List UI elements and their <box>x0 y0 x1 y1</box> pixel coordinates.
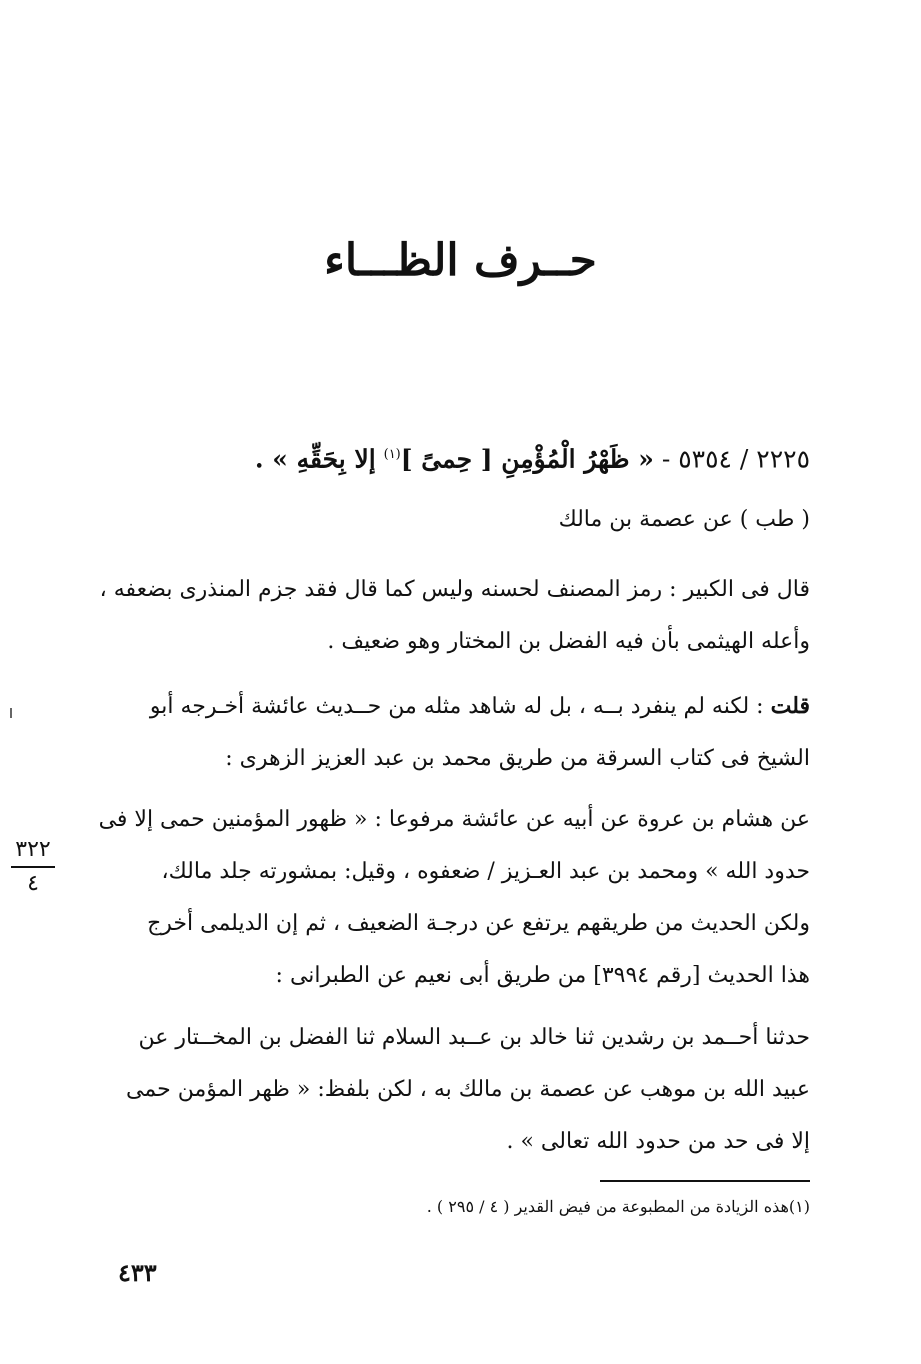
commentary-paragraph-4 <box>90 1012 810 1168</box>
page-number: ٤٣٣ <box>118 1258 157 1287</box>
qultu-label: قلت <box>770 693 810 719</box>
footnote-marker[interactable]: (١) <box>383 447 401 462</box>
margin-reference-bottom: ٤ <box>27 871 39 896</box>
footnote-divider <box>600 1180 810 1182</box>
paragraph-line: عن هشام بن عروة عن أبيه عن عائشة مرفوعا : « ظهور المؤمنين حمى إلا فى <box>98 807 810 832</box>
paragraph-line: عبيد الله بن موهب عن عصمة بن مالك به ، لكن بلفظ: « ظهر المؤمن حمى <box>126 1077 810 1102</box>
paragraph-line: قال فى الكبير : رمز المصنف لحسنه وليس كما قال فقد جزم المنذرى بضعفه ، <box>99 577 810 602</box>
scan-speck <box>10 708 12 718</box>
source-line: ( طب ) عن عصمة بن مالك <box>558 507 810 532</box>
paragraph-line: الشيخ فى كتاب السرقة من طريق محمد بن عبد العزيز الزهرى : <box>225 746 810 771</box>
chapter-title: حــرف الظـــاء <box>324 235 597 286</box>
commentary-paragraph-1 <box>90 564 810 668</box>
hadith-source <box>90 494 810 546</box>
footnote: (١)هذه الزيادة من المطبوعة من فيض القدير ( ٤ / ٢٩٥ ) . <box>426 1197 810 1216</box>
margin-reference <box>8 836 58 898</box>
paragraph-line-rest: : لكنه لم ينفرد بــه ، بل له شاهد مثله من حــديث عائشة أخـرجه أبو <box>149 694 764 719</box>
commentary-paragraph-2 <box>90 680 810 785</box>
margin-reference-divider <box>11 866 55 868</box>
hadith-text-open: « ظَهْرُ الْمُؤْمِنِ [ حِمىً ] <box>400 444 654 474</box>
paragraph-line <box>90 680 810 733</box>
paragraph-line: هذا الحديث [رقم ٣٩٩٤] من طريق أبى نعيم عن الطبرانى : <box>275 963 810 988</box>
hadith-text-close: إلا بِحَقِّهِ » . <box>254 444 376 474</box>
hadith-number: ٢٢٢٥ / ٥٣٥٤ - <box>661 444 810 474</box>
margin-reference-top: ٣٢٢ <box>15 837 51 862</box>
commentary-paragraph-3 <box>90 794 810 1002</box>
paragraph-line: حدثنا أحــمد بن رشدين ثنا خالد بن عــبد السلام ثنا الفضل بن المخــتار عن <box>138 1025 810 1050</box>
hadith-heading <box>170 430 810 484</box>
paragraph-line: وأعله الهيثمى بأن فيه الفضل بن المختار وهو ضعيف . <box>327 629 810 654</box>
paragraph-line: ولكن الحديث من طريقهم يرتفع عن درجـة الضعيف ، ثم إن الديلمى أخرج <box>147 911 810 936</box>
paragraph-line: إلا فى حد من حدود الله تعالى » . <box>506 1129 810 1154</box>
paragraph-line: حدود الله » ومحمد بن عبد العـزيز / ضعفوه ، وقيل: بمشورته جلد مالك، <box>161 859 810 884</box>
